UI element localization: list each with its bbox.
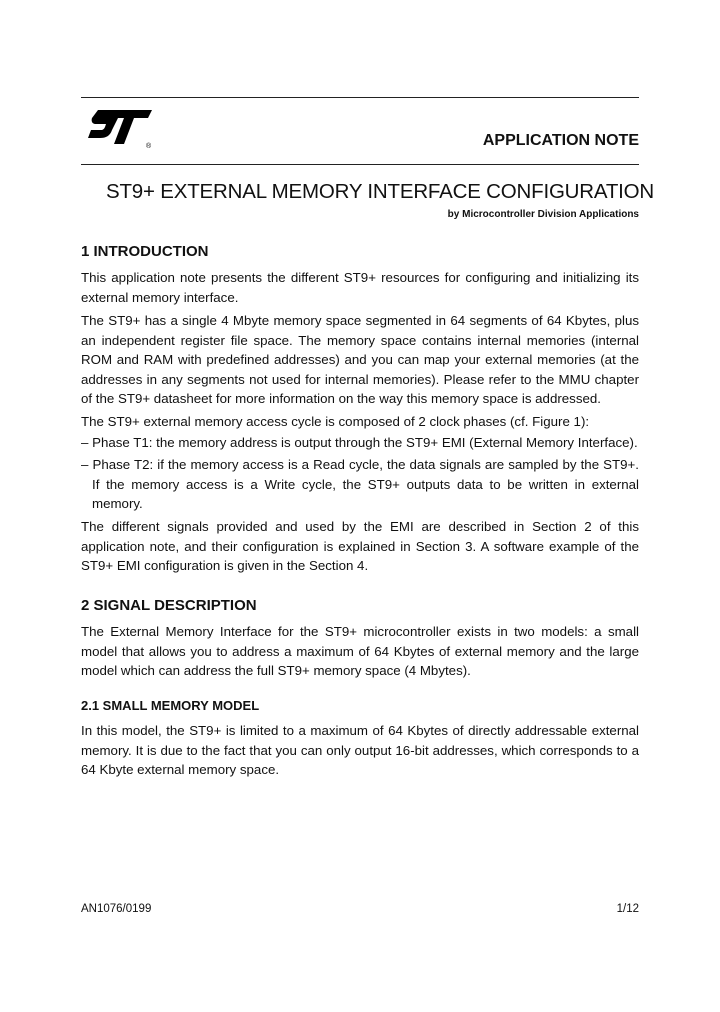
document-type-label: APPLICATION NOTE: [482, 132, 639, 149]
intro-bullet-phase-t2: – Phase T2: if the memory access is a Read cycle, the data signals are sampled by the ST9+. If the memory access is a Write cycle, the ST9+ outputs data to be written in external memory.: [81, 457, 639, 511]
intro-paragraph-2: The ST9+ has a single 4 Mbyte memory space segmented in 64 segments of 64 Kbytes, plus an independent register file space. The memory space contains internal memories (internal ROM and RAM with predefined addresses) and you can map your external memories (at the addresses in any segments not used for internal memories). Please refer to the MMU chapter of the ST9+ datasheet for more information on the way this memory space is addressed.: [81, 313, 639, 406]
intro-paragraph-4: The different signals provided and used by the EMI are described in Section 2 of this application note, and their configuration is explained in Section 3. A software example of the ST9+ EMI configuration is given in the Section 4.: [81, 519, 639, 573]
intro-paragraph-3: The ST9+ external memory access cycle is composed of 2 clock phases (cf. Figure 1):: [81, 414, 590, 429]
document-number: AN1076/0199: [81, 903, 152, 915]
intro-bullet-phase-t1: – Phase T1: the memory address is output through the ST9+ EMI (External Memory Interface).: [81, 435, 638, 450]
byline: by Microcontroller Division Applications: [447, 209, 639, 220]
subsection-heading-small-memory-model: 2.1 SMALL MEMORY MODEL: [81, 698, 260, 713]
signal-paragraph-1: The External Memory Interface for the ST9+ microcontroller exists in two models: a small model that allows you to address a maximum of 64 Kbytes of external memory and the large model which can address the full ST9+ memory space (4 Mbytes).: [81, 624, 639, 678]
page-title: ST9+ EXTERNAL MEMORY INTERFACE CONFIGURATION: [106, 180, 655, 203]
top-rule: [81, 97, 639, 98]
page-number: 1/12: [616, 903, 639, 915]
intro-paragraph-1: This application note presents the different ST9+ resources for configuring and initializing its external memory interface.: [81, 270, 639, 305]
svg-text:®: ®: [146, 143, 152, 150]
small-model-paragraph-1: In this model, the ST9+ is limited to a maximum of 64 Kbytes of directly addressable external memory. It is due to the fact that you can only output 16-bit addresses, which corresponds to a 64 Kbyte external memory space.: [81, 723, 639, 777]
section-heading-introduction: 1 INTRODUCTION: [81, 243, 209, 260]
st-logo-icon: [84, 104, 156, 152]
header-rule: [81, 164, 639, 165]
section-heading-signal-description: 2 SIGNAL DESCRIPTION: [81, 597, 257, 614]
